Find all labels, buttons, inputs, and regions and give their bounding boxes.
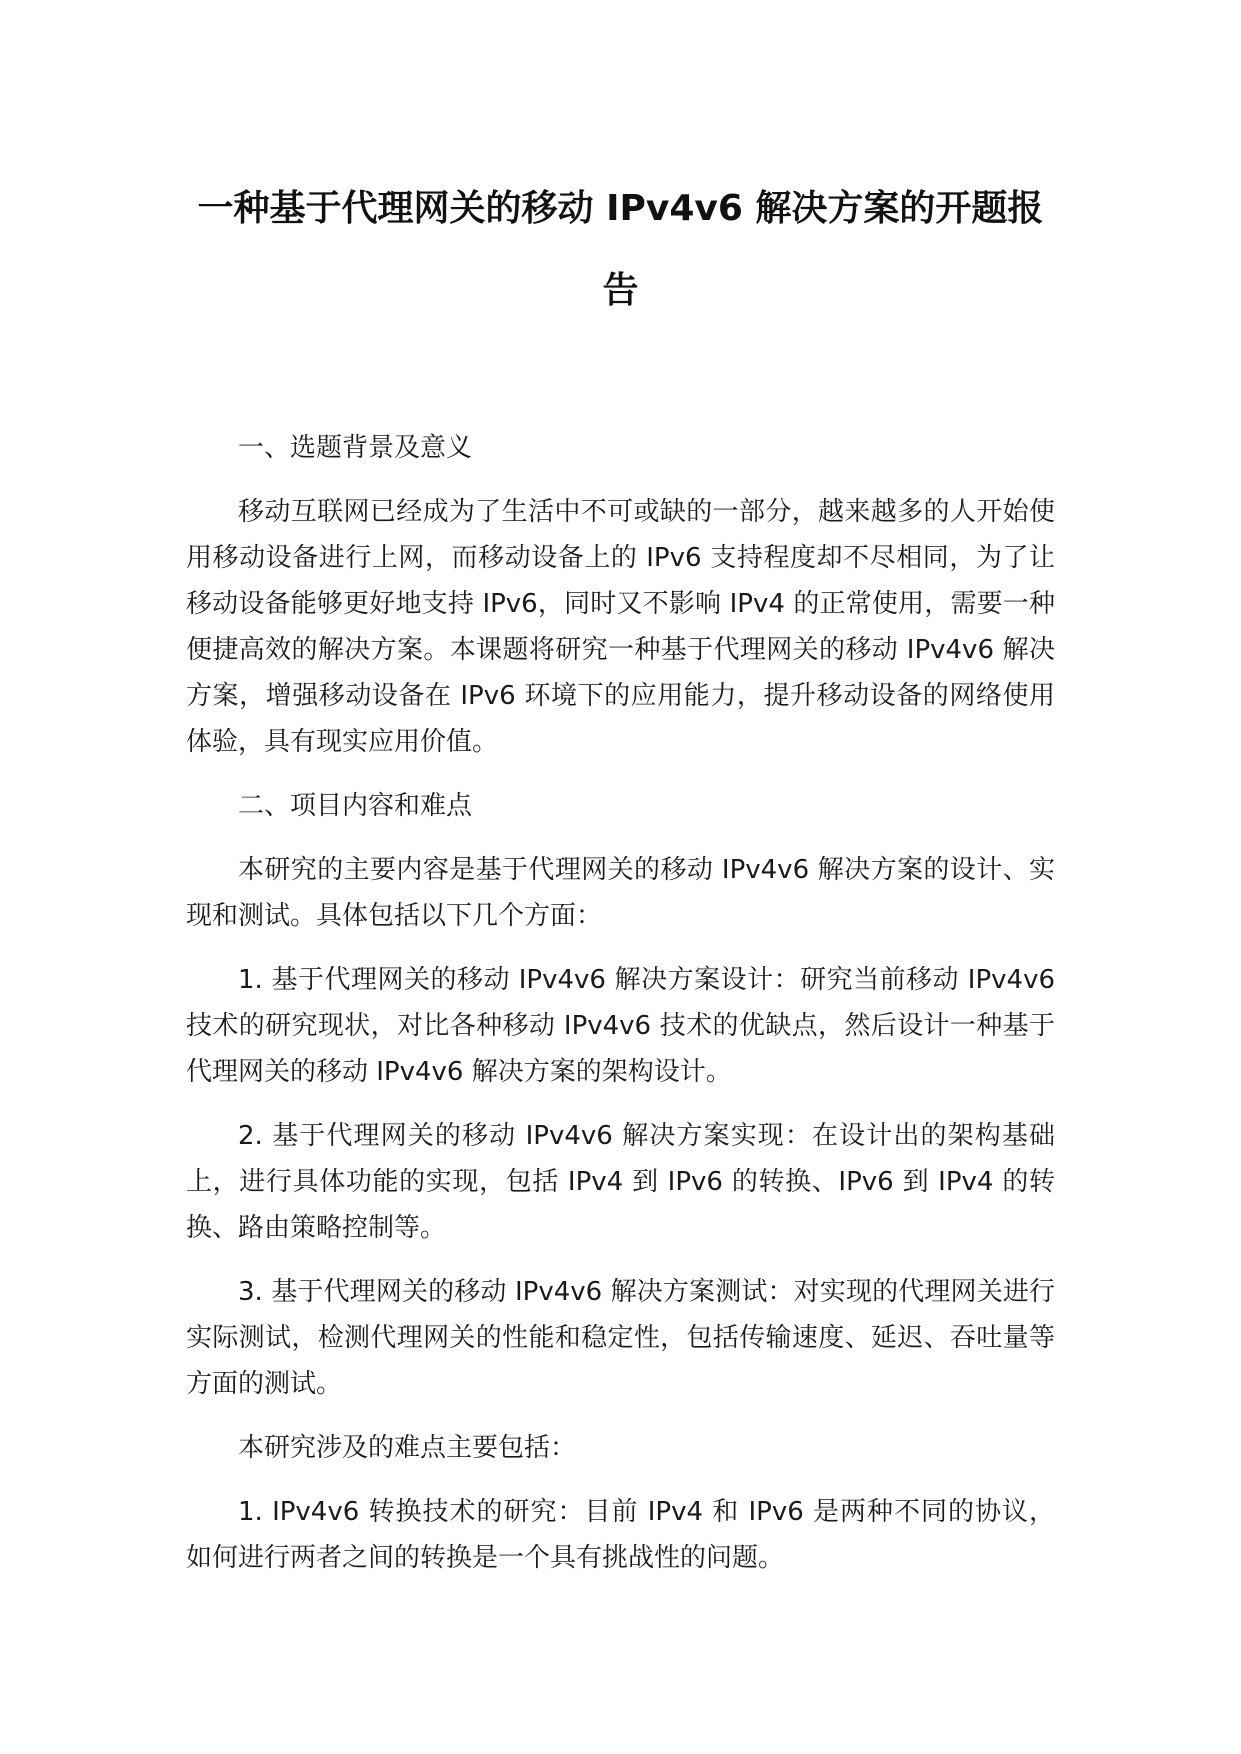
document-title: 一种基于代理网关的移动 IPv4v6 解决方案的开题报告 (197, 188, 1044, 311)
document-body (186, 425, 1055, 1599)
section-heading-background: 一、选题背景及意义 (238, 433, 473, 463)
paragraph-background: 移动互联网已经成为了生活中不可或缺的一部分，越来越多的人开始使用移动设备进行上网，而移动设备上的 IPv6 支持程度却不尽相同，为了让移动设备能够更好地支持 IPv6，同时又不影响 IPv4 的正常使用，需要一种便捷高效的解决方案。本课题将研究一种基于代理网关的移动 IPv4v6 解决方案，增强移动设备在 IPv6 环境下的应用能力，提升移动设备的网络使用体验，具有现实应用价值。 (186, 497, 1055, 757)
list-item-difficulty-conversion: 1. IPv4v6 转换技术的研究：目前 IPv4 和 IPv6 是两种不同的协议，如何进行两者之间的转换是一个具有挑战性的问题。 (186, 1497, 1055, 1573)
list-item-testing: 3. 基于代理网关的移动 IPv4v6 解决方案测试：对实现的代理网关进行实际测试，检测代理网关的性能和稳定性，包括传输速度、延迟、吞吐量等方面的测试。 (186, 1277, 1055, 1399)
list-item-implementation: 2. 基于代理网关的移动 IPv4v6 解决方案实现：在设计出的架构基础上，进行具体功能的实现，包括 IPv4 到 IPv6 的转换、IPv6 到 IPv4 的转换、路由策略控制等。 (186, 1121, 1055, 1243)
list-item-design: 1. 基于代理网关的移动 IPv4v6 解决方案设计：研究当前移动 IPv4v6 技术的研究现状，对比各种移动 IPv4v6 技术的优缺点，然后设计一种基于代理网关的移动 IPv4v6 解决方案的架构设计。 (186, 965, 1055, 1087)
paragraph-content-intro: 本研究的主要内容是基于代理网关的移动 IPv4v6 解决方案的设计、实现和测试。具体包括以下几个方面： (186, 855, 1055, 931)
paragraph-difficulties-intro: 本研究涉及的难点主要包括： (238, 1433, 577, 1463)
section-heading-content: 二、项目内容和难点 (238, 791, 473, 821)
